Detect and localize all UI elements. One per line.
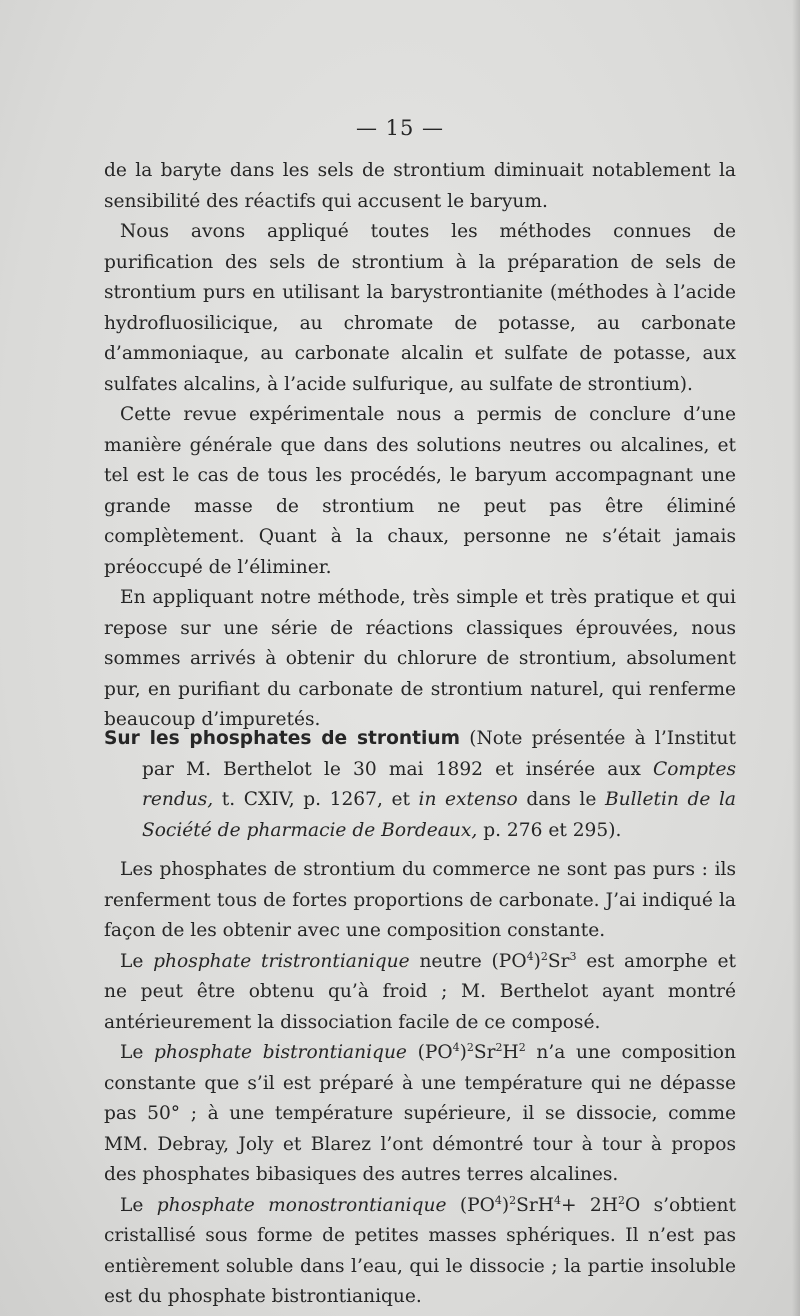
- term-bistrontianique: phosphate bistrontianique: [154, 1042, 407, 1063]
- paragraph-monostrontianique: [104, 1191, 736, 1313]
- journal-bulletin: Bulletin de la Société de pharmacie de Bordeaux,: [142, 789, 736, 841]
- body-text-top: [104, 156, 736, 736]
- paragraph-rest: est amorphe et ne peut être obtenu qu’à froid ; M. Berthelot ayant montré antérieurement la dissociation facile de ce composé.: [104, 950, 736, 1033]
- journal-comptes-rendus: Comptes rendus,: [142, 758, 736, 810]
- paragraph-experimental-review: Cette revue expérimentale nous a permis de conclure d’une manière générale que dans des solutions neutres ou alcalines, et tel est le cas de tous les procédés, le baryum accompagnant une grande masse de strontium ne peut pas être éliminé complètement. Quant à la chaux, personne ne s’était jamais préoccupé de l’éliminer.: [104, 404, 736, 578]
- section-heading: [104, 724, 736, 846]
- term-monostrontianique: phosphate monostrontianique: [156, 1194, 447, 1216]
- term-tristrontianique: phosphate tristrontianique: [153, 950, 410, 972]
- paragraph-rest: s’obtient cristallisé sous forme de petites masses sphériques. Il n’est pas entièrement soluble dans l’eau, qui le dissocie ; la partie insoluble est du phosphate bistrontianique.: [104, 1194, 736, 1307]
- paragraph-commerce: Les phosphates de strontium du commerce ne sont pas purs : ils renferment tous de fortes proportions de carbonate. J’ai indiqué la façon de les obtenir avec une composition constante.: [104, 859, 736, 941]
- chemical-formula: $(PO^4)^2SrH^4+ 2H^2O$: [459, 1193, 641, 1216]
- page-number: — 15 —: [355, 116, 445, 140]
- paragraph-tristrontianique: [104, 947, 736, 1039]
- paragraph-bistrontianique: [104, 1038, 736, 1191]
- section-title: Sur les phosphates de strontium: [104, 728, 460, 749]
- chemical-formula: $(PO^4)^2Sr^2H^2$: [417, 1041, 526, 1063]
- paragraph-continuation: de la baryte dans les sels de strontium diminuait notablement la sensibilité des réactifs qui accusent le baryum.: [104, 160, 736, 212]
- lead-word: Le: [120, 1042, 144, 1063]
- paragraph-purification-methods: Nous avons appliqué toutes les méthodes connues de purification des sels de strontium à la préparation de sels de strontium purs en utilisant la barystrontianite (méthodes à l’acide hydrofluosilicique, au chromate de potasse, au carbonate d’ammoniaque, au carbonate alcalin et sulfate de potasse, aux sulfates alcalins, à l’acide sulfurique, au sulfate de strontium).: [104, 221, 736, 395]
- note-part-3: dans le: [526, 789, 597, 810]
- lead-word: Le: [120, 1194, 144, 1216]
- chemical-formula: neutre $(PO^4)^2Sr^3$: [419, 949, 577, 972]
- paragraph-our-method: En appliquant notre méthode, très simple et très pratique et qui repose sur une série de réactions classiques éprouvées, nous sommes arrivés à obtenir du chlorure de strontium, absolument pur, en purifiant du carbonate de strontium naturel, qui renferme beaucoup d’impuretés.: [104, 587, 736, 730]
- note-part-2: t. CXIV, p. 1267, et: [221, 789, 410, 810]
- note-part-1: (Note présentée à l’Institut par M. Berthelot le 30 mai 1892 et insérée aux: [142, 728, 736, 780]
- page-edge-shadow: [792, 0, 800, 1316]
- note-part-4: p. 276 et 295).: [483, 819, 622, 841]
- section-heading-block: [104, 724, 736, 846]
- in-extenso: in extenso: [418, 789, 518, 810]
- body-text-bottom: [104, 855, 736, 1313]
- lead-word: Le: [120, 950, 144, 972]
- paragraph-rest: n’a une composition constante que s’il est préparé à une température qui ne dépasse pas 50° ; à une température supérieure, il se dissocie, comme MM. Debray, Joly et Blarez l’ont démontré tour à tour à propos des phosphates bibasiques des autres terres alcalines.: [104, 1042, 736, 1185]
